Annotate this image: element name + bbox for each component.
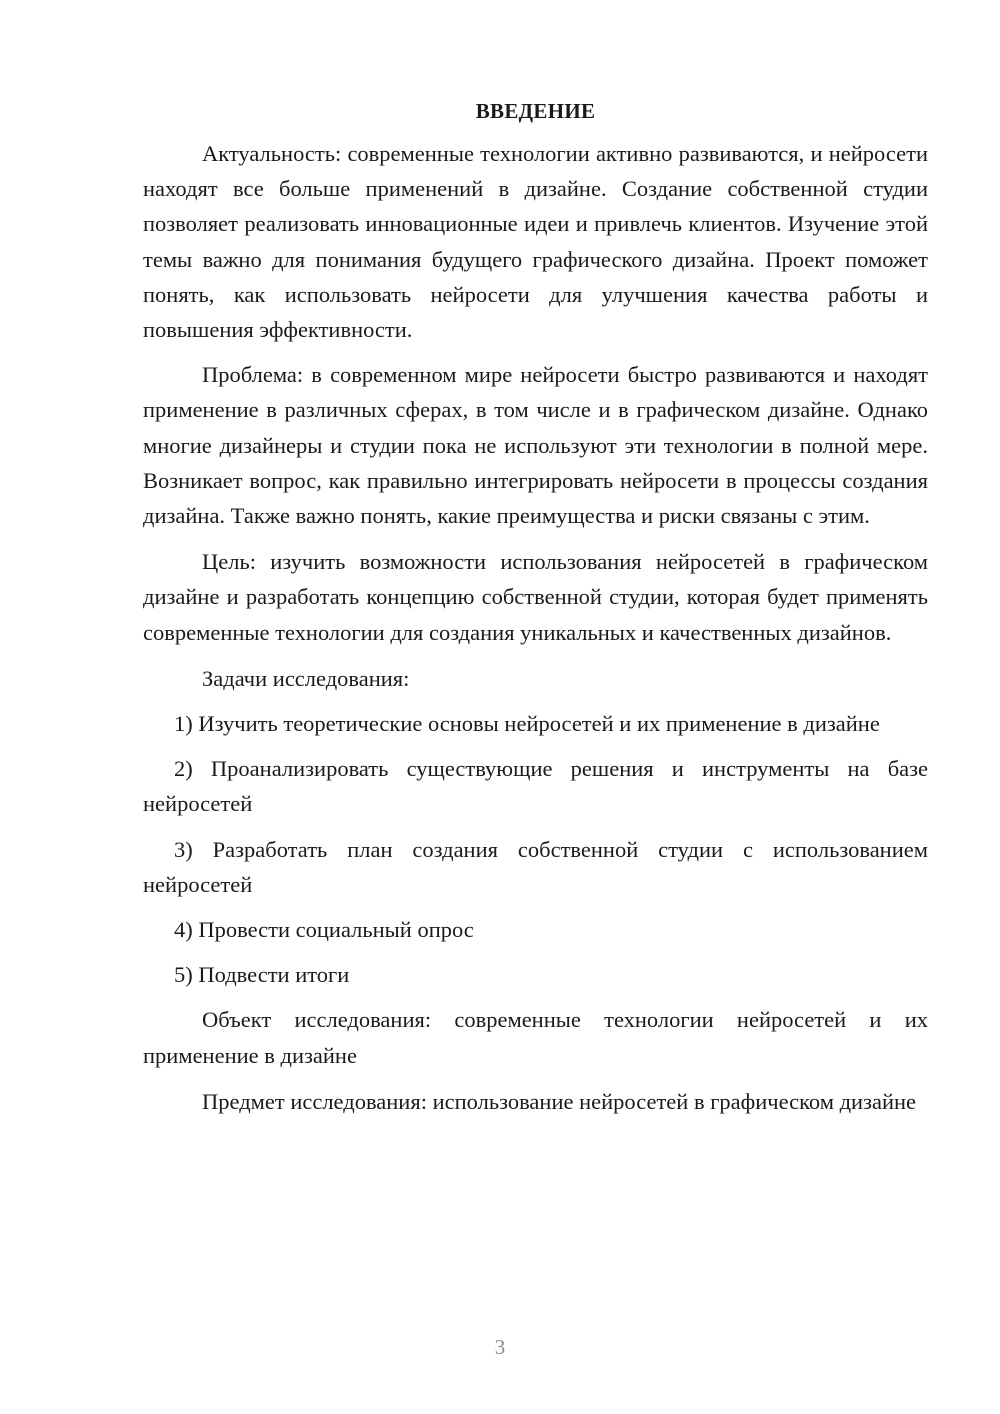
paragraph-goal: Цель: изучить возможности использования нейросетей в графическом дизайне и разработать концепцию собственной студии, которая будет применять современные технологии для создания уникальных и качественных дизайнов. [143, 549, 928, 645]
paragraph-subject: Предмет исследования: использование нейросетей в графическом дизайне [202, 1088, 917, 1114]
task-item-1: 1) Изучить теоретические основы нейросетей и их применение в дизайне [174, 711, 880, 737]
task-item-5: 5) Подвести итоги [174, 962, 350, 988]
section-title: ВВЕДЕНИЕ [475, 99, 596, 123]
paragraph-object: Объект исследования: современные технологии нейросетей и их применение в дизайне [143, 1007, 928, 1068]
page-number: 3 [494, 1335, 506, 1359]
paragraph-relevance: Актуальность: современные технологии активно развиваются, и нейросети находят все больше применений в дизайне. Создание собственной студии позволяет реализовать инновационные идеи и привлечь клиентов. Изучение этой темы важно для понимания будущего графического дизайна. Проект поможет понять, как использовать нейросети для улучшения качества работы и повышения эффективности. [143, 141, 928, 343]
task-item-4: 4) Провести социальный опрос [174, 917, 474, 943]
page-content [143, 95, 928, 1130]
tasks-heading: Задачи исследования: [202, 665, 410, 691]
task-item-3: 3) Разработать план создания собственной студии с использованием нейросетей [143, 836, 928, 897]
task-item-2: 2) Проанализировать существующие решения и инструменты на базе нейросетей [143, 756, 928, 817]
paragraph-problem: Проблема: в современном мире нейросети быстро развиваются и находят применение в различных сферах, в том числе и в графическом дизайне. Однако многие дизайнеры и студии пока не используют эти технологии в полной мере. Возникает вопрос, как правильно интегрировать нейросети в процессы создания дизайна. Также важно понять, какие преимущества и риски связаны с этим. [143, 362, 928, 529]
